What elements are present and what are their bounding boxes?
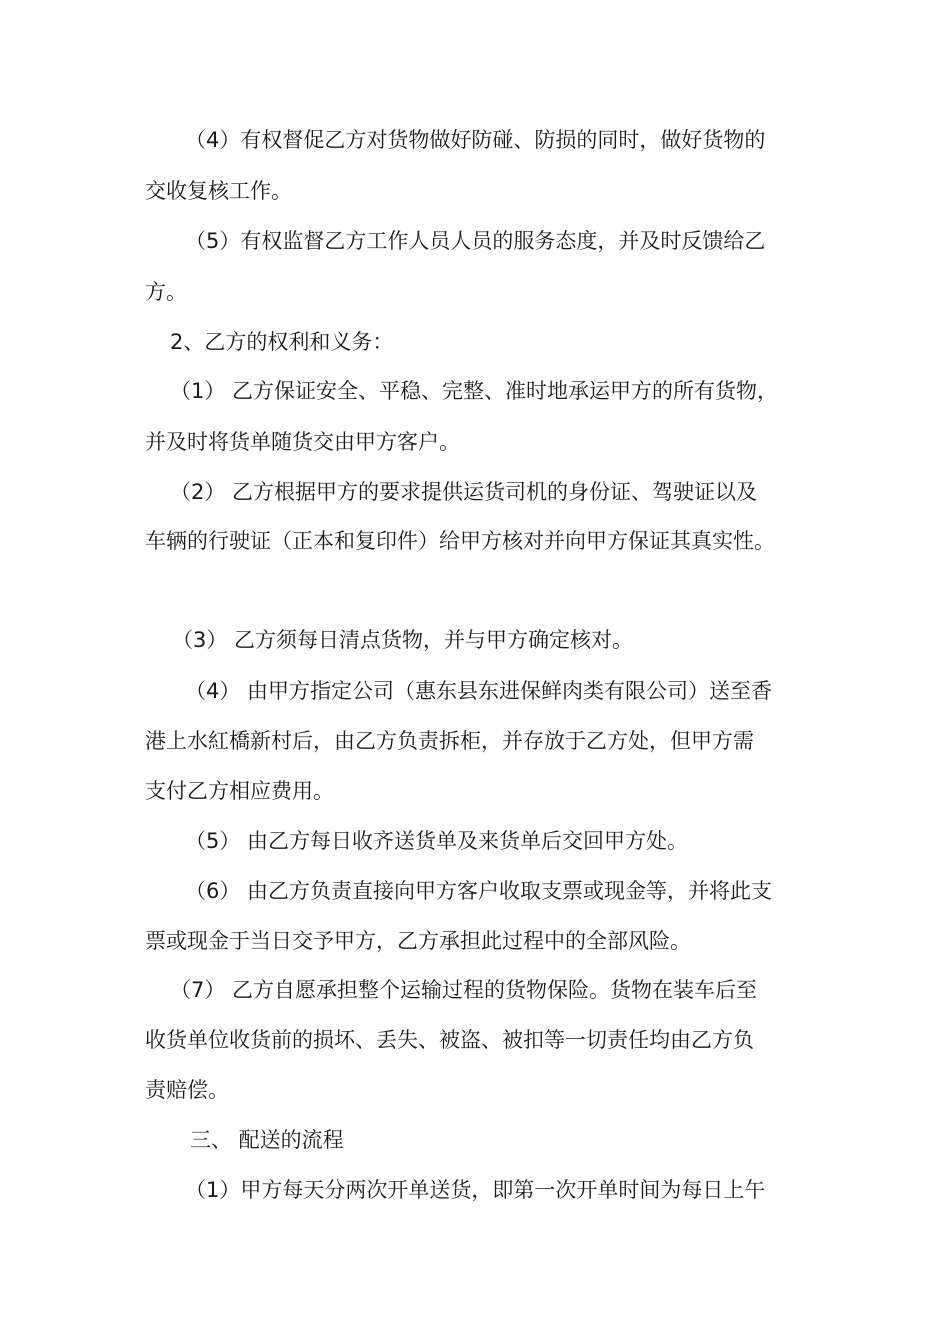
paragraph-line: 收货单位收货前的损坏、丢失、被盗、被扣等一切责任均由乙方负 bbox=[145, 1028, 754, 1052]
paragraph-line: （5） 由乙方每日收齐送货单及来货单后交回甲方处。 bbox=[185, 829, 689, 853]
paragraph-line: 责赔偿。 bbox=[145, 1078, 229, 1102]
paragraph-line: （1） 乙方保证安全、平稳、完整、准时地承运甲方的所有货物， bbox=[170, 379, 779, 403]
paragraph-line: 交收复核工作。 bbox=[145, 179, 292, 203]
paragraph-line: 票或现金于当日交予甲方，乙方承担此过程中的全部风险。 bbox=[145, 929, 691, 953]
paragraph-line: 支付乙方相应费用。 bbox=[145, 779, 334, 803]
paragraph-line: 并及时将货单随货交由甲方客户。 bbox=[145, 430, 460, 454]
paragraph-line: （4） 由甲方指定公司（惠东县东进保鲜肉类有限公司）送至香 bbox=[185, 679, 773, 703]
paragraph-line: 车辆的行驶证（正本和复印件）给甲方核对并向甲方保证其真实性。 bbox=[145, 529, 775, 553]
paragraph-line: （2） 乙方根据甲方的要求提供运货司机的身份证、驾驶证以及 bbox=[170, 480, 758, 504]
paragraph-line: （5）有权监督乙方工作人员人员的服务态度，并及时反馈给乙 bbox=[185, 229, 766, 253]
section-heading: 2、乙方的权利和义务： bbox=[170, 330, 394, 354]
paragraph-line: 港上水紅橋新村后，由乙方负责拆柜，并存放于乙方处，但甲方需 bbox=[145, 729, 754, 753]
paragraph-line: （1）甲方每天分两次开单送货，即第一次开单时间为每日上午 bbox=[185, 1178, 766, 1202]
blank-paragraph bbox=[145, 588, 805, 608]
section-heading: 三、 配送的流程 bbox=[190, 1128, 344, 1152]
paragraph-line: （6） 由乙方负责直接向甲方客户收取支票或现金等，并将此支 bbox=[185, 879, 773, 903]
paragraph-line: （4）有权督促乙方对货物做好防碰、防损的同时，做好货物的 bbox=[185, 128, 766, 152]
paragraph-line: （3） 乙方须每日清点货物，并与甲方确定核对。 bbox=[172, 628, 634, 652]
paragraph-line: （7） 乙方自愿承担整个运输过程的货物保险。货物在装车后至 bbox=[170, 978, 758, 1002]
paragraph-line: 方。 bbox=[145, 280, 187, 304]
